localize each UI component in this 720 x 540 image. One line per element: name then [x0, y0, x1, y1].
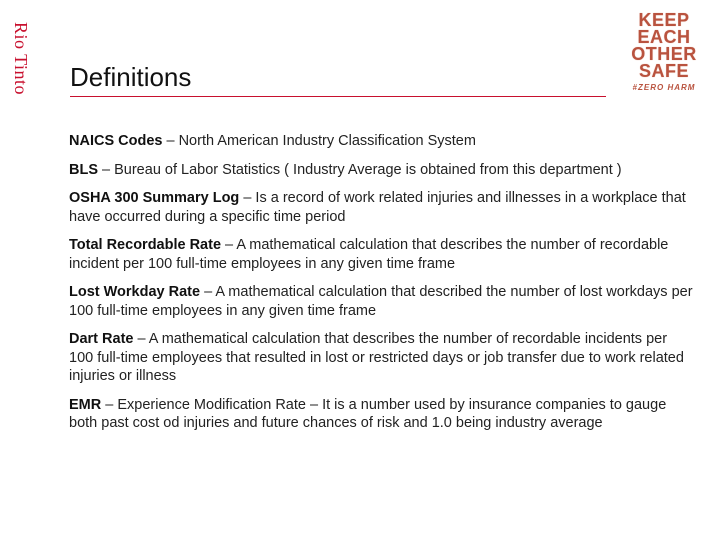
definition-text: – North American Industry Classification System — [162, 133, 476, 149]
logo-tagline: #ZERO HARM — [632, 83, 696, 92]
definition-text: – Bureau of Labor Statistics ( Industry Average is obtained from this department ) — [98, 161, 622, 178]
logo-line: OTHER — [631, 44, 697, 64]
definition-item — [69, 132, 695, 151]
definition-item — [69, 189, 695, 226]
definition-term: NAICS Codes — [69, 133, 163, 149]
slide-title: Definitions — [70, 62, 192, 92]
definition-item — [69, 396, 695, 433]
definition-text: – A mathematical calculation that described the number of lost workdays per 100 full-time employees in any given time frame — [69, 284, 693, 319]
definitions-list — [69, 132, 695, 443]
definition-item — [69, 283, 695, 320]
keep-each-other-safe-logo — [618, 6, 710, 98]
logo-line: SAFE — [638, 61, 689, 81]
definition-term: Lost Workday Rate — [69, 284, 201, 300]
definition-term: OSHA 300 Summary Log — [69, 190, 240, 206]
definition-text: – Is a record of work related injuries and illnesses in a workplace that have occurred during a specific time period — [69, 190, 686, 225]
definition-term: EMR — [69, 396, 102, 413]
definition-text: – A mathematical calculation that describes the number of recordable incidents per 100 full-time employees that resulted in lost or restricted days or job transfer due to work related injuries or illness — [69, 331, 684, 384]
brand-logotype: Rio Tinto — [11, 22, 31, 96]
logo-line: EACH — [637, 27, 691, 47]
definition-item — [69, 161, 695, 180]
definition-term: Total Recordable Rate — [69, 237, 222, 253]
definition-term: Dart Rate — [69, 331, 134, 347]
definition-text: – A mathematical calculation that describes the number of recordable incident per 100 full-time employees in any given time frame — [69, 237, 669, 272]
logo-line: KEEP — [638, 10, 690, 30]
definition-item — [69, 236, 695, 273]
title-divider — [70, 96, 606, 97]
definition-term: BLS — [69, 161, 98, 178]
definition-text: – Experience Modification Rate – It is a number used by insurance companies to gauge both past cost od injuries and future chances of risk and 1.0 being industry average — [69, 396, 667, 431]
definition-item — [69, 330, 695, 386]
